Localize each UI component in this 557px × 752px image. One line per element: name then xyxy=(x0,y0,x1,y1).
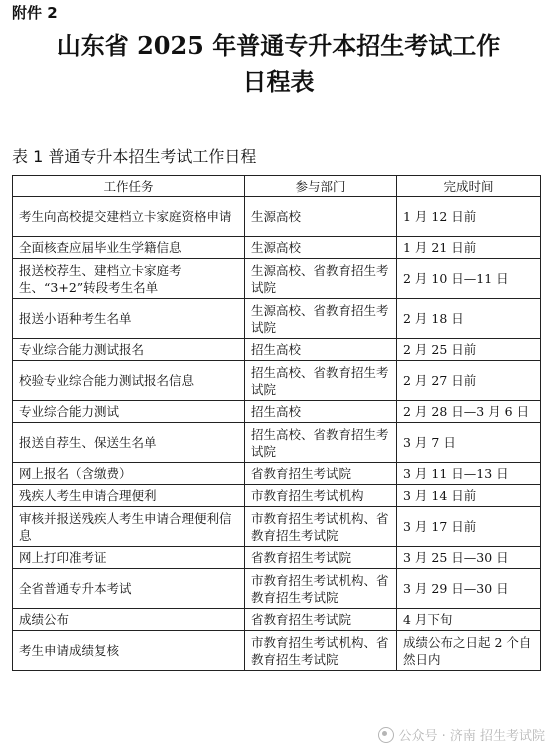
cell-task: 报送自荐生、保送生名单 xyxy=(13,423,245,463)
table-row xyxy=(13,631,541,671)
cell-dept: 生源高校、省教育招生考试院 xyxy=(245,299,397,339)
table-row xyxy=(13,485,541,507)
cell-task: 报送校荐生、建档立卡家庭考生、“3+2”转段考生名单 xyxy=(13,259,245,299)
watermark-text: 公众号 · 济南 招生考试院 xyxy=(398,729,545,744)
table-row xyxy=(13,401,541,423)
cell-time: 成绩公布之日起 2 个自然日内 xyxy=(397,631,541,671)
watermark xyxy=(378,725,545,744)
cell-task: 考生向高校提交建档立卡家庭资格申请 xyxy=(13,197,245,237)
table-row xyxy=(13,547,541,569)
page-title-line2: 日程表 xyxy=(242,67,315,96)
schedule-table xyxy=(12,175,541,671)
table-body xyxy=(13,197,541,671)
cell-time: 3 月 14 日前 xyxy=(397,485,541,507)
table-row xyxy=(13,259,541,299)
cell-task: 成绩公布 xyxy=(13,609,245,631)
cell-dept: 市教育招生考试机构、省教育招生考试院 xyxy=(245,631,397,671)
table-row xyxy=(13,339,541,361)
attachment-label: 附件 2 xyxy=(12,4,58,22)
cell-dept: 招生高校、省教育招生考试院 xyxy=(245,361,397,401)
table-row xyxy=(13,237,541,259)
cell-time: 2 月 28 日—3 月 6 日 xyxy=(397,401,541,423)
cell-dept: 招生高校 xyxy=(245,339,397,361)
cell-task: 考生申请成绩复核 xyxy=(13,631,245,671)
column-header-dept: 参与部门 xyxy=(245,176,397,197)
column-header-task: 工作任务 xyxy=(13,176,245,197)
cell-dept: 生源高校 xyxy=(245,237,397,259)
cell-task: 专业综合能力测试报名 xyxy=(13,339,245,361)
cell-dept: 省教育招生考试院 xyxy=(245,609,397,631)
cell-time: 3 月 17 日前 xyxy=(397,507,541,547)
cell-time: 2 月 25 日前 xyxy=(397,339,541,361)
cell-time: 3 月 25 日—30 日 xyxy=(397,547,541,569)
cell-dept: 招生高校 xyxy=(245,401,397,423)
cell-dept: 招生高校、省教育招生考试院 xyxy=(245,423,397,463)
wechat-icon xyxy=(378,727,394,743)
cell-dept: 生源高校 xyxy=(245,197,397,237)
cell-time: 4 月下旬 xyxy=(397,609,541,631)
column-header-time: 完成时间 xyxy=(397,176,541,197)
table-row xyxy=(13,463,541,485)
cell-task: 网上打印准考证 xyxy=(13,547,245,569)
cell-task: 全面核查应届毕业生学籍信息 xyxy=(13,237,245,259)
cell-time: 1 月 12 日前 xyxy=(397,197,541,237)
cell-task: 全省普通专升本考试 xyxy=(13,569,245,609)
cell-dept: 生源高校、省教育招生考试院 xyxy=(245,259,397,299)
table-caption: 表 1 普通专升本招生考试工作日程 xyxy=(12,147,257,166)
cell-time: 1 月 21 日前 xyxy=(397,237,541,259)
cell-time: 2 月 10 日—11 日 xyxy=(397,259,541,299)
cell-task: 报送小语种考生名单 xyxy=(13,299,245,339)
table-row xyxy=(13,197,541,237)
table-row xyxy=(13,423,541,463)
cell-dept: 市教育招生考试机构、省教育招生考试院 xyxy=(245,507,397,547)
cell-time: 2 月 18 日 xyxy=(397,299,541,339)
table-row xyxy=(13,569,541,609)
table-row xyxy=(13,507,541,547)
table-row xyxy=(13,361,541,401)
cell-time: 3 月 29 日—30 日 xyxy=(397,569,541,609)
cell-dept: 省教育招生考试院 xyxy=(245,547,397,569)
cell-time: 3 月 7 日 xyxy=(397,423,541,463)
table-header-row xyxy=(13,176,541,197)
cell-time: 3 月 11 日—13 日 xyxy=(397,463,541,485)
table-row xyxy=(13,299,541,339)
cell-task: 专业综合能力测试 xyxy=(13,401,245,423)
cell-dept: 市教育招生考试机构、省教育招生考试院 xyxy=(245,569,397,609)
cell-task: 残疾人考生申请合理便利 xyxy=(13,485,245,507)
page-title: 山东省 2025 年普通专升本招生考试工作 xyxy=(56,31,501,60)
table-row xyxy=(13,609,541,631)
cell-time: 2 月 27 日前 xyxy=(397,361,541,401)
cell-dept: 省教育招生考试院 xyxy=(245,463,397,485)
cell-task: 网上报名（含缴费） xyxy=(13,463,245,485)
cell-task: 审核并报送残疾人考生申请合理便利信息 xyxy=(13,507,245,547)
cell-dept: 市教育招生考试机构 xyxy=(245,485,397,507)
cell-task: 校验专业综合能力测试报名信息 xyxy=(13,361,245,401)
